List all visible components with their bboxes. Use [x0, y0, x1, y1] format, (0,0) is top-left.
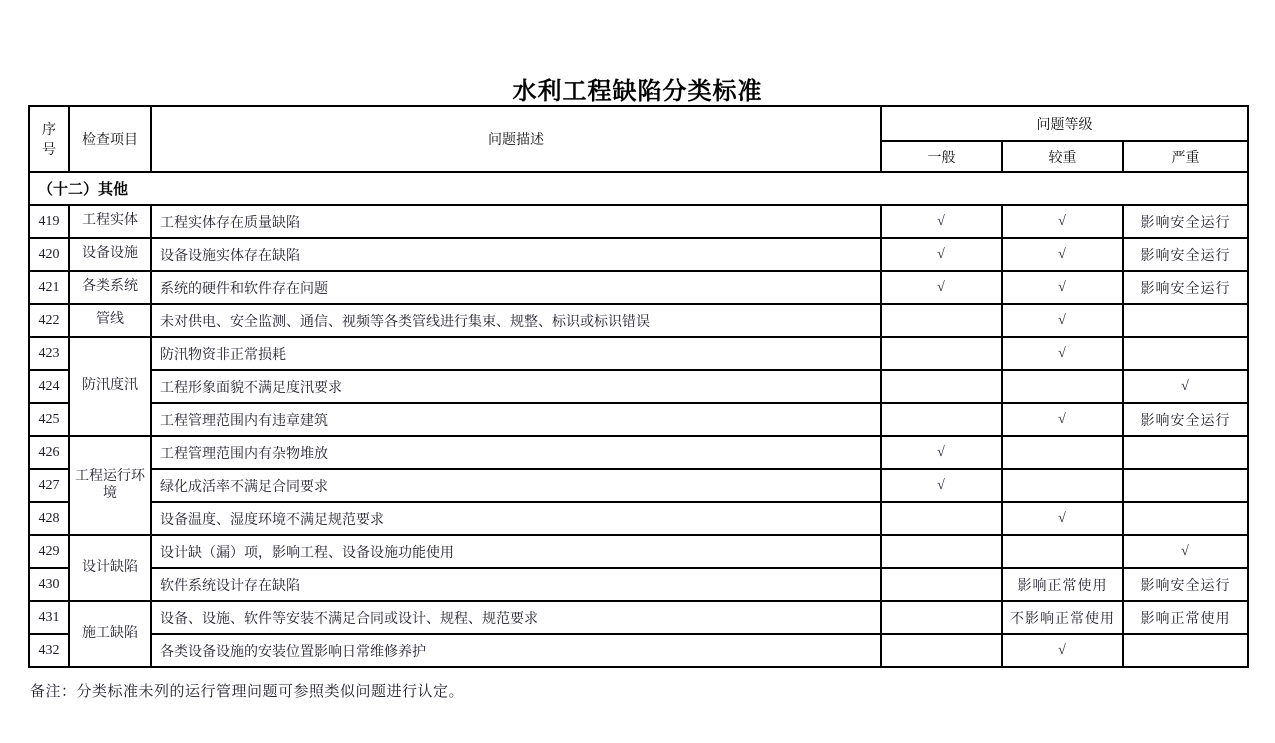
col-header-level-severe: 严重	[1123, 141, 1248, 172]
level-severe-cell: √	[1123, 370, 1248, 403]
level-severe-cell: 影响安全运行	[1123, 205, 1248, 238]
desc-cell: 未对供电、安全监测、通信、视频等各类管线进行集束、规整、标识或标识错误	[151, 304, 881, 337]
item-cell-design-defect: 设计缺陷	[69, 535, 151, 601]
level-general-cell	[881, 502, 1002, 535]
desc-cell: 设计缺（漏）项，影响工程、设备设施功能使用	[151, 535, 881, 568]
table-row-431	[29, 601, 1248, 634]
level-severe-cell	[1123, 436, 1248, 469]
table-row-424	[29, 370, 1248, 403]
desc-cell: 系统的硬件和软件存在问题	[151, 271, 881, 304]
table-row-423	[29, 337, 1248, 370]
seq-cell: 425	[29, 403, 69, 436]
footnote: 备注：分类标准未列的运行管理问题可参照类似问题进行认定。	[30, 684, 465, 700]
level-severe-cell: 影响正常使用	[1123, 601, 1248, 634]
level-moderate-cell: √	[1002, 634, 1123, 667]
table-row-422	[29, 304, 1248, 337]
level-severe-cell: 影响安全运行	[1123, 403, 1248, 436]
level-general-cell	[881, 535, 1002, 568]
table-row-428	[29, 502, 1248, 535]
seq-cell: 428	[29, 502, 69, 535]
item-cell: 工程实体	[69, 205, 151, 238]
table-row-426	[29, 436, 1248, 469]
seq-cell: 423	[29, 337, 69, 370]
page-title: 水利工程缺陷分类标准	[512, 78, 763, 105]
level-severe-cell	[1123, 502, 1248, 535]
level-moderate-cell: 不影响正常使用	[1002, 601, 1123, 634]
level-general-cell	[881, 634, 1002, 667]
level-moderate-cell: √	[1002, 304, 1123, 337]
col-header-level-general: 一般	[881, 141, 1002, 172]
seq-cell: 426	[29, 436, 69, 469]
table-row-420	[29, 238, 1248, 271]
col-header-level-moderate: 较重	[1002, 141, 1123, 172]
level-general-cell: √	[881, 238, 1002, 271]
seq-cell: 431	[29, 601, 69, 634]
desc-cell: 设备温度、湿度环境不满足规范要求	[151, 502, 881, 535]
table-row-429	[29, 535, 1248, 568]
item-cell-flood-control: 防汛度汛	[69, 337, 151, 436]
level-general-cell: √	[881, 271, 1002, 304]
item-cell: 各类系统	[69, 271, 151, 304]
desc-cell: 工程管理范围内有违章建筑	[151, 403, 881, 436]
seq-cell: 419	[29, 205, 69, 238]
level-moderate-cell: √	[1002, 205, 1123, 238]
defect-classification-table	[28, 105, 1249, 668]
level-severe-cell	[1123, 337, 1248, 370]
level-general-cell: √	[881, 436, 1002, 469]
desc-cell: 设备设施实体存在缺陷	[151, 238, 881, 271]
desc-cell: 防汛物资非正常损耗	[151, 337, 881, 370]
item-cell-operating-environment: 工程运行环境	[69, 436, 151, 535]
desc-cell: 各类设备设施的安装位置影响日常维修养护	[151, 634, 881, 667]
seq-cell: 420	[29, 238, 69, 271]
table-row-432	[29, 634, 1248, 667]
desc-cell: 绿化成活率不满足合同要求	[151, 469, 881, 502]
level-severe-cell	[1123, 634, 1248, 667]
table-row-419	[29, 205, 1248, 238]
section-row	[29, 172, 1248, 205]
item-cell-construction-defect: 施工缺陷	[69, 601, 151, 667]
level-general-cell	[881, 601, 1002, 634]
section-header: （十二）其他	[29, 172, 1248, 205]
level-general-cell	[881, 403, 1002, 436]
level-severe-cell	[1123, 304, 1248, 337]
desc-cell: 软件系统设计存在缺陷	[151, 568, 881, 601]
level-general-cell	[881, 568, 1002, 601]
col-header-level-group: 问题等级	[881, 106, 1248, 141]
item-cell: 设备设施	[69, 238, 151, 271]
level-moderate-cell: √	[1002, 337, 1123, 370]
table-row-430	[29, 568, 1248, 601]
level-severe-cell: √	[1123, 535, 1248, 568]
level-moderate-cell	[1002, 370, 1123, 403]
table-row-425	[29, 403, 1248, 436]
level-moderate-cell: √	[1002, 403, 1123, 436]
desc-cell: 工程管理范围内有杂物堆放	[151, 436, 881, 469]
level-moderate-cell	[1002, 436, 1123, 469]
level-general-cell	[881, 337, 1002, 370]
seq-cell: 430	[29, 568, 69, 601]
table-row-421	[29, 271, 1248, 304]
seq-cell: 424	[29, 370, 69, 403]
table-row-427	[29, 469, 1248, 502]
desc-cell: 工程实体存在质量缺陷	[151, 205, 881, 238]
level-severe-cell: 影响安全运行	[1123, 238, 1248, 271]
item-cell: 管线	[69, 304, 151, 337]
level-severe-cell	[1123, 469, 1248, 502]
level-severe-cell: 影响安全运行	[1123, 271, 1248, 304]
level-moderate-cell: √	[1002, 238, 1123, 271]
level-moderate-cell	[1002, 535, 1123, 568]
level-general-cell	[881, 370, 1002, 403]
col-header-item: 检查项目	[69, 106, 151, 172]
level-severe-cell: 影响安全运行	[1123, 568, 1248, 601]
seq-cell: 422	[29, 304, 69, 337]
level-general-cell: √	[881, 469, 1002, 502]
level-moderate-cell	[1002, 469, 1123, 502]
col-header-seq: 序号	[29, 106, 69, 172]
header-row-1	[29, 106, 1248, 141]
col-header-desc: 问题描述	[151, 106, 881, 172]
level-moderate-cell: 影响正常使用	[1002, 568, 1123, 601]
seq-cell: 429	[29, 535, 69, 568]
desc-cell: 工程形象面貌不满足度汛要求	[151, 370, 881, 403]
seq-cell: 432	[29, 634, 69, 667]
level-general-cell	[881, 304, 1002, 337]
level-moderate-cell: √	[1002, 271, 1123, 304]
level-moderate-cell: √	[1002, 502, 1123, 535]
seq-cell: 421	[29, 271, 69, 304]
seq-cell: 427	[29, 469, 69, 502]
level-general-cell: √	[881, 205, 1002, 238]
desc-cell: 设备、设施、软件等安装不满足合同或设计、规程、规范要求	[151, 601, 881, 634]
